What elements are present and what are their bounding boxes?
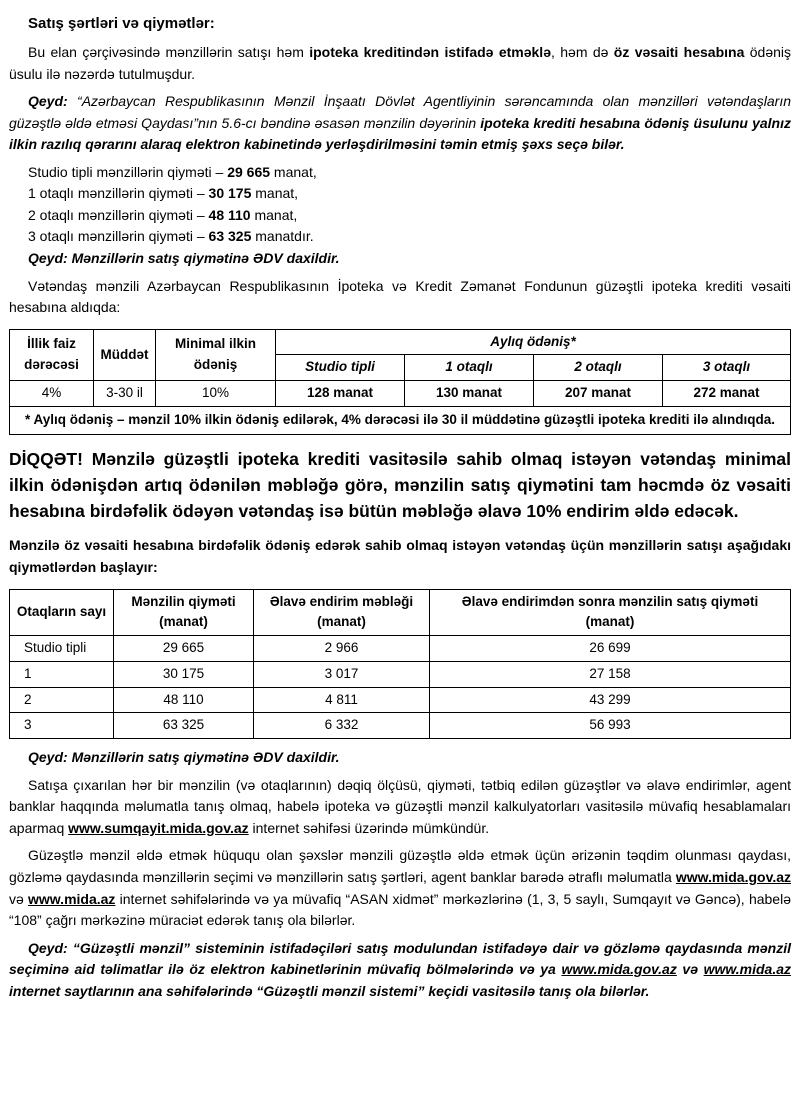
payment-methods-paragraph [9,42,791,85]
text-segment: manat, [251,185,299,202]
t1-footnote: * Aylıq ödəniş – mənzil 10% ilkin ödəniş edilərək, 4% dərəcəsi ilə 30 il müddətinə güzəştli ipoteka krediti ilə alındıqda. [10,407,791,435]
t2-header-line: Əlavə endirimdən sonra mənzilin satış qiyməti [461,593,759,609]
t1-subheader-2room: 2 otaqlı [534,355,663,381]
text-segment: 3 otaqlı mənzillərin qiyməti – [28,228,209,245]
t1-footnote-row [10,407,791,435]
price-value: 30 175 [208,185,252,202]
text-segment: Güzəştlə mənzil əldə etmək hüququ olan şəxslər mənzili güzəştlə əldə etmək üçün ərizənin təqdim olunması qaydası, gözləmə qaydasında mənzillərin seçimi və mənzillərin satış şərtləri, agent banklar barədə ətraflı məlumatla [9,847,791,885]
t2-header-line: (manat) [585,614,635,630]
t2-cell-price: 48 110 [114,687,254,713]
t2-cell-discount: 6 332 [254,713,430,739]
discount-price-table [9,589,791,740]
t1-value-monthly-studio: 128 manat [276,381,405,407]
t2-header-discount [254,589,430,636]
t2-header-line: Əlavə endirim məbləği [269,593,414,609]
t2-cell-final-price: 56 993 [430,713,791,739]
t2-header-final-price [430,589,791,636]
t1-data-row [10,381,791,407]
text-segment: 1 otaqlı mənzillərin qiyməti – [28,185,209,202]
price-line-studio [9,162,791,184]
text-segment: manatdır. [251,228,314,245]
t2-cell-price: 30 175 [114,661,254,687]
price-list [9,162,791,248]
t1-header-row-1 [10,329,791,355]
page-title: Satış şərtləri və qiymətlər: [28,15,215,32]
text-segment: ödəniş üsulu ilə nəzərdə tutulmuşdur. [9,44,792,82]
text-segment: internet səhifəsi üzərində mümkündür. [248,819,490,836]
website-info-paragraph [9,775,791,840]
bold-text-segment: öz vəsaiti hesabına [613,44,745,61]
text-segment: Studio tipli mənzillərin qiyməti – [28,163,228,180]
mortgage-terms-table [9,329,791,435]
t1-value-initial: 10% [156,381,276,407]
text-segment: “Azərbaycan Respublikasının Mənzil İnşaatı Dövlət Agentliyinin sərəncamında olan mənzilləri vətəndaşların güzəştlə əldə etməsi Qaydası”nın 5.6-cı bəndinə əsasən mənzilin dəyərinin [9,93,791,131]
t1-header-initial-payment: Minimal ilkin ödəniş [156,329,276,381]
text-segment: internet səhifələrində və ya müvafiq “ASAN xidmət” mərkəzlərinə (1, 3, 5 saylı, Sumqayıt və Gəncə), habelə “108” çağrı mərkəzinə müraciət edərək tanış ola bilərlər. [9,890,791,929]
t2-header-row [10,589,791,636]
t1-subheader-studio: Studio tipli [276,355,405,381]
final-mida-gov-link[interactable]: www.mida.gov.az [561,961,677,978]
text-segment: Qeyd: “Güzəştli mənzil” sisteminin istifadəçiləri satış modulundan istifadəyə dair və gözləmə qaydasında mənzil seçiminə aid təlimatlar ilə öz elektron kabinetlərinin müvafiq bölmələrində və ya [9,939,791,978]
text-segment: , həm də [550,44,614,61]
t2-cell-rooms: Studio tipli [10,636,114,662]
price-line-3room [9,226,791,248]
price-line-1room [9,183,791,205]
t2-cell-final-price: 27 158 [430,661,791,687]
bold-text-segment: ipoteka krediti hesabına ödəniş üsulunu yalnız ilkin razılıq qərarını alaraq elektron kabinetində yerləşdirilməsini təmin etmiş şəxs seçə bilər. [9,114,791,153]
t1-value-monthly-3room: 272 manat [663,381,791,407]
t2-header-line: Otaqların sayı [16,603,107,619]
price-line-2room [9,205,791,227]
table-row [10,661,791,687]
mida-az-link[interactable]: www.mida.az [28,890,116,907]
sumqayit-mida-link[interactable]: www.sumqayit.mida.gov.az [68,819,249,836]
table-row [10,713,791,739]
t2-header-line: Mənzilin qiyməti [131,593,236,609]
t2-cell-discount: 4 811 [254,687,430,713]
price-value: 63 325 [208,228,252,245]
t1-subheader-1room: 1 otaqlı [405,355,534,381]
t2-cell-final-price: 43 299 [430,687,791,713]
t1-header-term: Müddət [94,329,156,381]
text-segment: manat, [270,163,317,180]
t1-value-monthly-2room: 207 manat [534,381,663,407]
text-segment: Bu elan çərçivəsində mənzillərin satışı həm [28,44,310,61]
text-segment: və [9,890,29,907]
t2-cell-price: 63 325 [114,713,254,739]
t2-cell-rooms: 2 [10,687,114,713]
t2-cell-final-price: 26 699 [430,636,791,662]
t1-value-rate: 4% [10,381,94,407]
mida-gov-link[interactable]: www.mida.gov.az [675,868,791,885]
vat-note: Qeyd: Mənzillərin satış qiymətinə ƏDV daxildir. [28,250,340,267]
note-label: Qeyd: [28,93,68,110]
text-segment: internet saytlarının ana səhifələrində “Güzəştli mənzil sistemi” keçidi vasitəsilə tanış ola bilərlər. [9,982,650,999]
table-row [10,687,791,713]
vat-note-2: Qeyd: Mənzillərin satış qiymətinə ƏDV daxildir. [28,749,340,766]
application-info-paragraph [9,845,791,931]
final-mida-az-link[interactable]: www.mida.az [703,961,791,978]
t2-cell-rooms: 1 [10,661,114,687]
price-value: 29 665 [227,163,271,180]
final-note-paragraph [9,938,791,1003]
t2-cell-discount: 2 966 [254,636,430,662]
t2-cell-rooms: 3 [10,713,114,739]
t1-subheader-3room: 3 otaqlı [663,355,791,381]
t1-value-monthly-1room: 130 manat [405,381,534,407]
t2-header-line: (manat) [159,614,208,630]
text-segment: və [676,961,704,978]
text-segment: 2 otaqlı mənzillərin qiyməti – [28,206,209,223]
t1-value-term: 3-30 il [94,381,156,407]
bold-text-segment: ipoteka kreditindən istifadə etməklə [309,44,551,61]
rule-note-paragraph [9,91,791,156]
t1-header-rate: İllik faiz dərəcəsi [10,329,94,381]
price-value: 48 110 [208,206,251,223]
t1-header-monthly-payment: Aylıq ödəniş* [276,329,791,355]
t2-header-rooms [10,589,114,636]
text-segment: manat, [250,206,298,223]
text-segment: Satışa çıxarılan hər bir mənzilin (və otaqlarının) dəqiq ölçüsü, qiyməti, tətbiq edilən güzəştlər və əlavə endirimlər, agent banklar haqqında məlumatla tanış olmaq, habelə ipoteka və güzəştli mənzil kalkulyatorları vasitəsilə müvafiq hesablamaları aparmaq [9,776,791,836]
t2-cell-price: 29 665 [114,636,254,662]
t2-cell-discount: 3 017 [254,661,430,687]
attention-paragraph: DİQQƏT! Mənzilə güzəştli ipoteka krediti vasitəsilə sahib olmaq istəyən vətəndaş minimal ilkin ödənişdən artıq ödənilən məbləğə görə, mənzilin satış qiymətini tam həcmdə öz vəsaiti hesabına birdəfəlik ödəyən vətəndaş isə bütün məbləğə əlavə 10% endirim əldə edəcək. [9,448,791,521]
mortgage-intro-paragraph: Vətəndaş mənzili Azərbaycan Respublikasının İpoteka və Kredit Zəmanət Fondunun güzəştli ipoteka krediti vəsaiti hesabına aldıqda: [9,277,791,316]
t2-header-line: (manat) [317,614,366,630]
cash-payment-intro: Mənzilə öz vəsaiti hesabına birdəfəlik ödəniş edərək sahib olmaq istəyən vətəndaş üçün mənzillərin satışı aşağıdakı qiymətlərdən başlayır: [9,537,791,575]
table-row [10,636,791,662]
t2-header-price [114,589,254,636]
